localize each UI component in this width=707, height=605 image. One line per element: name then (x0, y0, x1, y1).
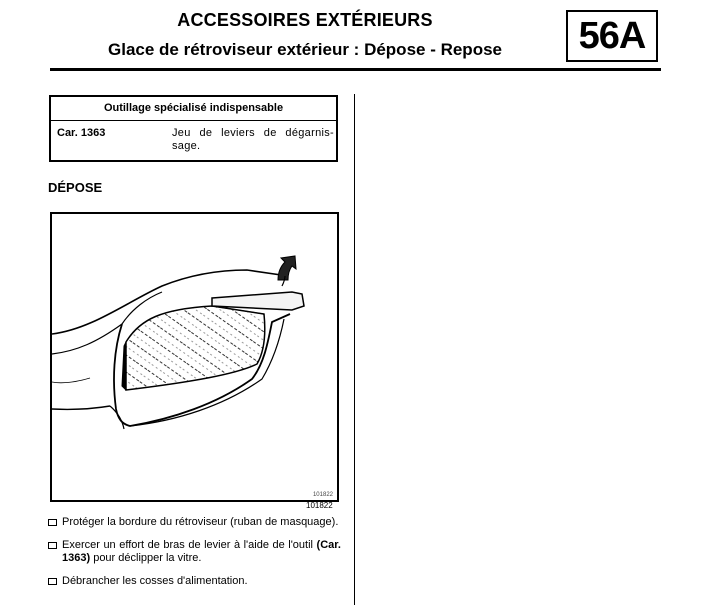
list-item (48, 575, 341, 588)
step-text: Protéger la bordure du rétroviseur (ruban de masquage). (62, 516, 339, 528)
removal-heading: DÉPOSE (48, 180, 103, 195)
tool-description: Jeu de leviers de dégarnis-sage. (172, 127, 334, 152)
figure-number-inner: 101822 (312, 492, 333, 498)
checkbox-bullet-icon (48, 542, 57, 549)
page-title: ACCESSOIRES EXTÉRIEURS (177, 10, 433, 30)
tool-reference: Car. 1363 (57, 127, 106, 139)
column-divider (354, 94, 355, 605)
step-text-after: pour déclipper la vitre. (90, 552, 202, 564)
special-tools-table (49, 95, 338, 162)
header-divider (50, 68, 661, 71)
tools-table-heading: Outillage spécialisé indispensable (51, 97, 336, 121)
removal-steps (48, 516, 341, 598)
checkbox-bullet-icon (48, 578, 57, 585)
section-code-badge: 56A (566, 10, 658, 62)
list-item (48, 516, 341, 529)
step-text: Débrancher les cosses d'alimentation. (62, 575, 248, 587)
mirror-figure (50, 212, 339, 502)
figure-number: 101822 (306, 501, 333, 510)
step-tool-ref: (Car. 1363) (62, 539, 341, 564)
table-row (51, 121, 336, 161)
checkbox-bullet-icon (48, 519, 57, 526)
list-item (48, 539, 341, 565)
step-text (62, 539, 341, 565)
mirror-illustration (52, 214, 339, 502)
step-text-before: Exercer un effort de bras de levier à l'aide de l'outil (62, 539, 317, 551)
page-subtitle: Glace de rétroviseur extérieur : Dépose - Repose (108, 40, 502, 59)
